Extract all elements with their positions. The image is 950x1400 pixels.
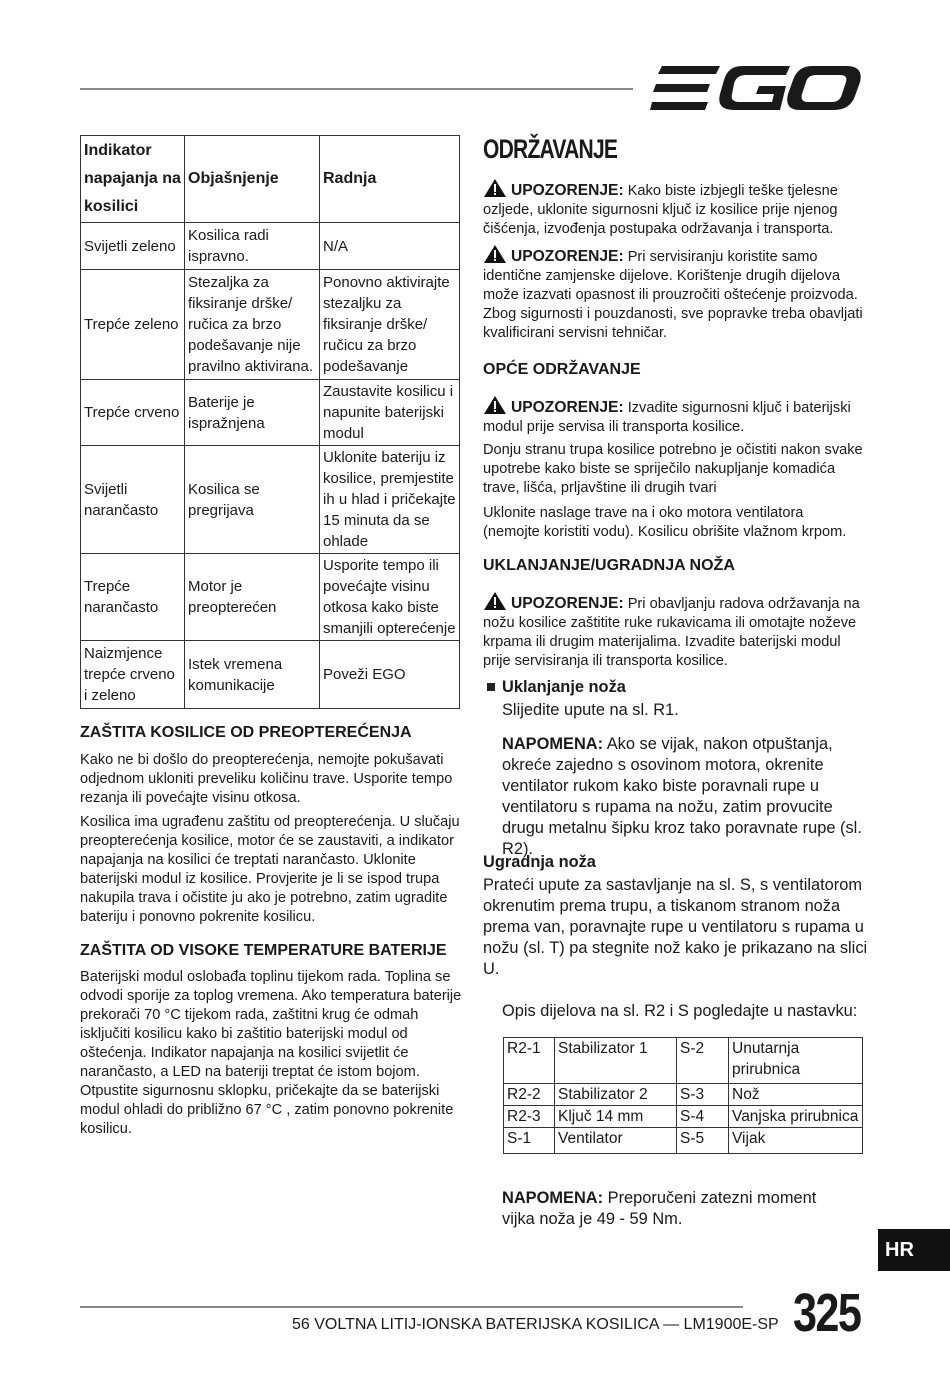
table-cell: Svijetli zeleno xyxy=(81,223,185,270)
bullet-icon xyxy=(487,683,495,691)
warning-text: Kako biste izbjegli teške tjelesne ozljede, uklonite sigurnosni ključ iz kosilice prije njenog čišćenja, izvođenja postupaka održavanja i transporta. xyxy=(483,183,838,237)
table-row xyxy=(81,270,460,380)
table-cell: Kosilica radi ispravno. xyxy=(185,223,320,270)
table-cell: S-4 xyxy=(677,1106,729,1128)
section-heading-overload: ZAŠTITA KOSILICE OD PREOPTEREĆENJA xyxy=(80,724,412,741)
table-cell: S-1 xyxy=(504,1128,555,1154)
warning-text: Izvadite sigurnosni ključ i baterijski modul prije servisa ili transporta kosilice. xyxy=(483,400,851,435)
table-cell: Uklonite bateriju iz kosilice, premjestite ih u hlad i pričekajte 15 minuta da se ohlade xyxy=(320,446,460,554)
table-cell: Vanjska prirubnica xyxy=(729,1106,863,1128)
subheading-blade-removal: Uklanjanje noža xyxy=(502,678,626,696)
warning-label: UPOZORENJE: xyxy=(511,182,624,199)
footer-title: 56 VOLTNA LITIJ-IONSKA BATERIJSKA KOSILICA — LM1900E-SP xyxy=(292,1316,779,1333)
table-cell: Stabilizator 1 xyxy=(555,1038,677,1084)
table-cell: Nož xyxy=(729,1084,863,1106)
table-cell: Trepće zeleno xyxy=(81,270,185,380)
table-row xyxy=(81,223,460,270)
note-block xyxy=(502,734,867,860)
header-rule xyxy=(80,88,633,90)
table-header: Indikator napajanja na kosilici xyxy=(81,136,185,223)
warning-icon xyxy=(483,178,507,198)
table-cell: Naizmjence trepće crveno i zeleno xyxy=(81,641,185,709)
note-label: NAPOMENA: xyxy=(502,1189,604,1207)
page-number: 325 xyxy=(793,1283,861,1343)
table-cell: Trepće crveno xyxy=(81,380,185,446)
section-heading-battery-temp: ZAŠTITA OD VISOKE TEMPERATURE BATERIJE xyxy=(80,942,447,959)
table-cell: R2-1 xyxy=(504,1038,555,1084)
table-cell: Svijetli narančasto xyxy=(81,446,185,554)
warning-text: Pri servisiranju koristite samo identične zamjenske dijelove. Korištenje drugih dijelova može izazvati opasnost ili prouzročiti oštećenje proizvoda. Zbog sigurnosti i pouzdanosti, sve popravke treba obavljati kvalificirani servisni tehničar. xyxy=(483,249,863,341)
table-cell: Trepće narančasto xyxy=(81,554,185,641)
table-cell: Usporite tempo ili povećajte visinu otkosa kako biste smanjili opterećenje xyxy=(320,554,460,641)
table-cell: Unutarnja prirubnica xyxy=(729,1038,863,1084)
subheading-blade-install: Ugradnja noža xyxy=(483,853,596,871)
table-row xyxy=(81,446,460,554)
paragraph: Kako ne bi došlo do preopterećenja, nemojte pokušavati odjednom ukloniti preveliku količinu trave. Usporite tempo rezanja ili povećajte visinu otkosa. xyxy=(80,752,453,806)
warning-block xyxy=(483,244,863,343)
paragraph: Uklonite naslage trave na i oko motora ventilatora (nemojte koristiti vodu). Kosilicu obrišite vlažnom krpom. xyxy=(483,505,847,540)
parts-table xyxy=(503,1037,863,1154)
table-header: Objašnjenje xyxy=(185,136,320,223)
table-cell: R2-3 xyxy=(504,1106,555,1128)
paragraph: Slijedite upute na sl. R1. xyxy=(502,701,679,719)
warning-block xyxy=(483,178,863,239)
table-cell: Ključ 14 mm xyxy=(555,1106,677,1128)
section-heading-blade: UKLANJANJE/UGRADNJA NOŽA xyxy=(483,557,735,574)
note-label: NAPOMENA: xyxy=(502,735,604,753)
table-cell: Vijak xyxy=(729,1128,863,1154)
table-cell: S-2 xyxy=(677,1038,729,1084)
table-cell: S-5 xyxy=(677,1128,729,1154)
paragraph: Kosilica ima ugrađenu zaštitu od preopterećenja. U slučaju preopterećenja kosilice, motor će se zaustaviti, a indikator napajanja na kosilici će treptati narančasto. Uklonite baterijski modul iz kosilice. Provjerite je li se ispod trupa nakupila trava i očistite ju ako je potrebno, zatim ugradite bateriju i ponovno pokrenite kosilicu. xyxy=(80,814,460,925)
page-title: ODRŽAVANJE xyxy=(483,134,618,164)
table-cell: Kosilica se pregrijava xyxy=(185,446,320,554)
table-row xyxy=(504,1106,863,1128)
warning-icon xyxy=(483,244,507,264)
table-row xyxy=(81,554,460,641)
table-row xyxy=(504,1038,863,1084)
paragraph: Prateći upute za sastavljanje na sl. S, s ventilatorom okrenutim prema trupu, a tiskanom stranom noža prema van, poravnajte rupe u ventilatoru s rupama u nožu (sl. T) pa stegnite nož kako je prikazano na slici U. xyxy=(483,876,868,978)
warning-text: Pri obavljanju radova održavanja na nožu kosilice zaštitite ruke rukavicama ili omotajte noževe krpama ili drugim materijalima. Izvadite baterijski modul prije servisiranja ili transporta kosilice. xyxy=(483,596,860,669)
footer-rule xyxy=(80,1306,743,1308)
language-tab: HR xyxy=(878,1229,950,1271)
table-header-row xyxy=(81,136,460,223)
table-cell: N/A xyxy=(320,223,460,270)
warning-label: UPOZORENJE: xyxy=(511,595,624,612)
warning-block xyxy=(483,395,863,437)
table-row xyxy=(81,641,460,709)
parts-intro: Opis dijelova na sl. R2 i S pogledajte u nastavku: xyxy=(502,1002,858,1020)
note-text: Preporučeni zatezni moment vijka noža je 49 - 59 Nm. xyxy=(502,1189,817,1228)
power-indicator-table xyxy=(80,135,460,709)
table-cell: S-3 xyxy=(677,1084,729,1106)
table-cell: Motor je preopterećen xyxy=(185,554,320,641)
paragraph: Baterijski modul oslobađa toplinu tijekom rada. Toplina se odvodi sporije za toplog vremena. Ako temperatura baterije prekorači 70 °C tijekom rada, zaštitni krug će odmah isključiti kosilicu kako bi zaštitio baterijski modul od oštećenja. Indikator napajanja na kosilici svijetlit će narančasto, a LED na bateriji treptat će istom bojom. Otpustite sigurnosnu sklopku, pričekajte da se baterijski modul ohladi do približno 67 °C , zatim ponovno pokrenite kosilicu. xyxy=(80,969,462,1137)
table-row xyxy=(504,1084,863,1106)
table-cell: Stabilizator 2 xyxy=(555,1084,677,1106)
warning-icon xyxy=(483,591,507,611)
warning-label: UPOZORENJE: xyxy=(511,399,624,416)
warning-icon xyxy=(483,395,507,415)
table-cell: Poveži EGO xyxy=(320,641,460,709)
table-cell: Baterije je ispražnjena xyxy=(185,380,320,446)
paragraph: Donju stranu trupa kosilice potrebno je očistiti nakon svake upotrebe kako biste se spriječilo nakupljanje komadića trave, lišća, prljavštine ili drugih tvari xyxy=(483,442,863,496)
warning-block xyxy=(483,591,863,671)
table-header: Radnja xyxy=(320,136,460,223)
table-cell: Ventilator xyxy=(555,1128,677,1154)
table-cell: Stezaljka za fiksiranje drške/ ručica za brzo podešavanje nije pravilno aktivirana. xyxy=(185,270,320,380)
table-row xyxy=(504,1128,863,1154)
note-block xyxy=(502,1188,847,1230)
table-cell: Istek vremena komunikacije xyxy=(185,641,320,709)
table-cell: Zaustavite kosilicu i napunite baterijski modul xyxy=(320,380,460,446)
ego-logo xyxy=(650,62,862,114)
table-cell: R2-2 xyxy=(504,1084,555,1106)
section-heading-general: OPĆE ODRŽAVANJE xyxy=(483,361,641,378)
note-text: Ako se vijak, nakon otpuštanja, okreće zajedno s osovinom motora, okrenite ventilator rukom kako biste poravnali rupe u ventilatoru s rupama na nožu, zatim provucite drugu metalnu šipku kroz tako poravnate rupe (sl. R2). xyxy=(502,735,862,858)
warning-label: UPOZORENJE: xyxy=(511,248,624,265)
table-row xyxy=(81,380,460,446)
table-cell: Ponovno aktivirajte stezaljku za fiksiranje drške/ ručicu za brzo podešavanje xyxy=(320,270,460,380)
